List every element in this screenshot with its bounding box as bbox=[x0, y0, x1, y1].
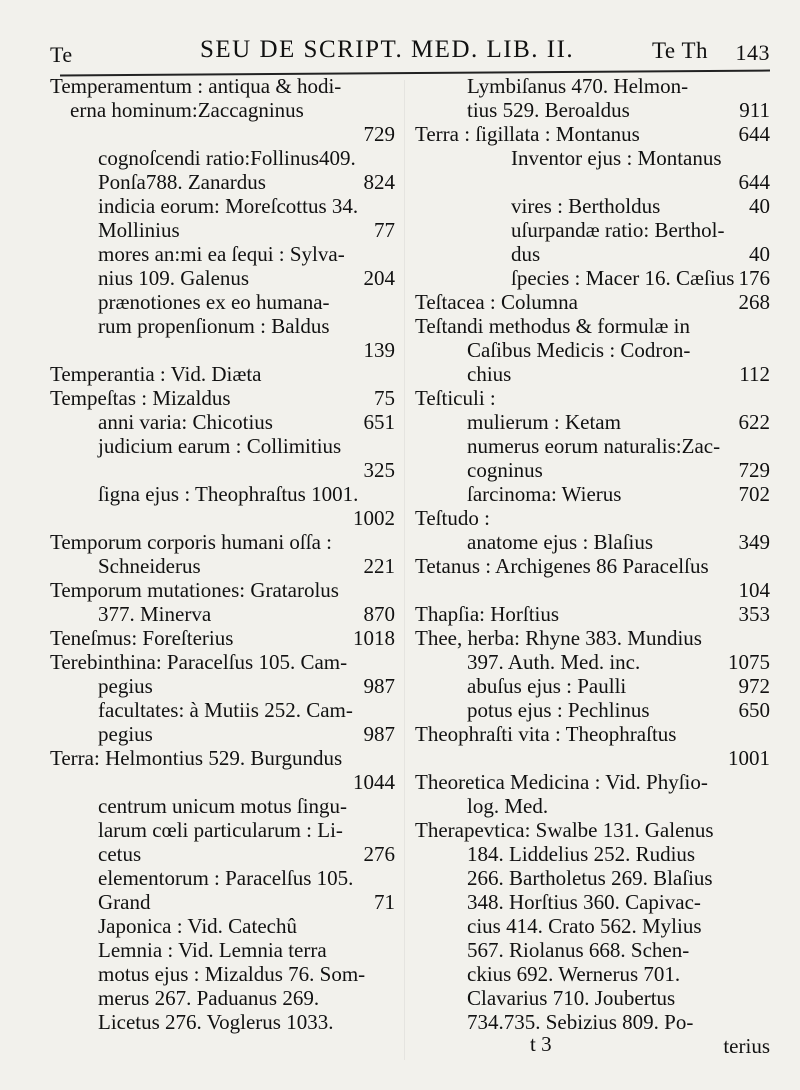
index-entry-page-ref: 987 bbox=[363, 674, 395, 698]
index-entry bbox=[415, 650, 770, 674]
index-entry-text: facultates: à Mutiis 252. Cam- bbox=[98, 698, 353, 722]
index-entry-text: elementorum : Paracelſus 105. bbox=[98, 866, 354, 890]
index-entry bbox=[415, 458, 770, 482]
index-entry-text: Lemnia : Vid. Lemnia terra bbox=[98, 938, 327, 962]
index-entry bbox=[415, 386, 770, 410]
index-entry-page-ref: 911 bbox=[739, 98, 770, 122]
index-entry-text: Grand bbox=[98, 890, 151, 914]
index-entry bbox=[50, 194, 395, 218]
index-entry-page-ref: 221 bbox=[363, 554, 395, 578]
index-entry-text: ſigna ejus : Theophraſtus 1001. bbox=[98, 482, 359, 506]
index-entry-text: indicia eorum: Moreſcottus 34. bbox=[98, 194, 359, 218]
index-entry-page-ref: terius bbox=[723, 1034, 770, 1058]
index-entry bbox=[415, 434, 770, 458]
index-entry-text: 348. Horſtius 360. Capivac- bbox=[467, 890, 701, 914]
index-entry bbox=[415, 890, 770, 914]
index-entry bbox=[50, 626, 395, 650]
index-entry bbox=[415, 818, 770, 842]
index-entry bbox=[415, 578, 770, 602]
index-entry-page-ref: 729 bbox=[738, 458, 770, 482]
index-entry bbox=[415, 146, 770, 170]
index-entry bbox=[50, 314, 395, 338]
index-entry-text: Caſibus Medicis : Codron- bbox=[467, 338, 691, 362]
index-entry-text: cognoſcendi ratio:Follinus409. bbox=[98, 146, 356, 170]
index-entry-page-ref: 987 bbox=[363, 722, 395, 746]
index-entry bbox=[415, 914, 770, 938]
index-entry bbox=[50, 986, 395, 1010]
index-entry-text: chius bbox=[467, 362, 512, 386]
index-entry-text: ſarcinoma: Wierus bbox=[467, 482, 622, 506]
index-entry bbox=[50, 746, 395, 770]
index-entry-text: Terebinthina: Paracelſus 105. Cam- bbox=[50, 650, 348, 674]
index-entry-page-ref: 71 bbox=[374, 890, 395, 914]
index-entry bbox=[50, 698, 395, 722]
index-entry-text: cius 414. Crato 562. Mylius bbox=[467, 914, 702, 938]
index-entry-text: Teſtandi methodus & formulæ in bbox=[415, 314, 690, 338]
index-entry-text: Temperantia : Vid. Diæta bbox=[50, 362, 262, 386]
index-entry bbox=[50, 146, 395, 170]
index-entry-text: erna hominum:Zaccagninus bbox=[70, 98, 304, 122]
header-title: SEU DE SCRIPT. MED. LIB. II. bbox=[200, 36, 575, 63]
index-entry-page-ref: 824 bbox=[363, 170, 395, 194]
index-entry bbox=[50, 650, 395, 674]
index-entry-text: Tempeſtas : Mizaldus bbox=[50, 386, 231, 410]
index-entry-page-ref: 1002 bbox=[353, 506, 395, 530]
index-entry bbox=[415, 674, 770, 698]
index-entry-text: pegius bbox=[98, 674, 153, 698]
index-entry-page-ref: 650 bbox=[738, 698, 770, 722]
index-entry-text: uſurpandæ ratio: Berthol- bbox=[511, 218, 725, 242]
index-entry bbox=[50, 98, 395, 122]
index-entry bbox=[415, 1010, 770, 1034]
index-entry-text: Ponſa788. Zanardus bbox=[98, 170, 266, 194]
index-entry-text: dus bbox=[511, 242, 541, 266]
column-gutter bbox=[404, 80, 405, 1060]
index-entry bbox=[50, 890, 395, 914]
index-entry-text: mores an:mi ea ſequi : Sylva- bbox=[98, 242, 345, 266]
index-entry-text: Teſtudo : bbox=[415, 506, 490, 530]
index-entry bbox=[415, 362, 770, 386]
index-entry bbox=[50, 1010, 395, 1034]
index-entry-page-ref: 139 bbox=[363, 338, 395, 362]
index-entry-text: vires : Bertholdus bbox=[511, 194, 661, 218]
index-entry-text: potus ejus : Pechlinus bbox=[467, 698, 650, 722]
index-entry bbox=[415, 242, 770, 266]
index-entry-text: Temperamentum : antiqua & hodi- bbox=[50, 74, 342, 98]
index-entry bbox=[415, 314, 770, 338]
index-entry bbox=[415, 986, 770, 1010]
index-entry-page-ref: 40 bbox=[749, 242, 770, 266]
index-entry bbox=[50, 242, 395, 266]
signature-mark: t 3 bbox=[530, 1032, 552, 1056]
index-entry bbox=[415, 554, 770, 578]
index-entry-text: merus 267. Paduanus 269. bbox=[98, 986, 320, 1010]
index-entry bbox=[50, 290, 395, 314]
index-entry-text: Mollinius bbox=[98, 218, 180, 242]
index-entry-page-ref: 702 bbox=[738, 482, 770, 506]
header-left-running-title: Te bbox=[50, 42, 73, 67]
index-entry-text: Clavarius 710. Joubertus bbox=[467, 986, 676, 1010]
index-entry-page-ref: 651 bbox=[363, 410, 395, 434]
index-entry bbox=[415, 602, 770, 626]
index-entry bbox=[50, 482, 395, 506]
index-entry bbox=[415, 842, 770, 866]
index-entry bbox=[415, 626, 770, 650]
index-entry-text: Theoretica Medicina : Vid. Phyſio- bbox=[415, 770, 708, 794]
index-entry-page-ref: 729 bbox=[363, 122, 395, 146]
index-entry-text: Teneſmus: Foreſterius bbox=[50, 626, 234, 650]
index-entry-text: numerus eorum naturalis:Zac- bbox=[467, 434, 721, 458]
index-entry bbox=[415, 194, 770, 218]
index-entry-text: Temporum corporis humani oſſa : bbox=[50, 530, 332, 554]
index-entry bbox=[50, 962, 395, 986]
index-entry-text: Schneiderus bbox=[98, 554, 201, 578]
index-entry-text: Tetanus : Archigenes 86 Paracelſus bbox=[415, 554, 709, 578]
index-entry-page-ref: 870 bbox=[363, 602, 395, 626]
index-entry bbox=[50, 794, 395, 818]
index-entry bbox=[50, 674, 395, 698]
index-entry-text: Terra : ſigillata : Montanus bbox=[415, 122, 640, 146]
index-entry-text: 184. Liddelius 252. Rudius bbox=[467, 842, 696, 866]
index-entry bbox=[415, 170, 770, 194]
index-entry-text: Teſtacea : Columna bbox=[415, 290, 578, 314]
index-entry-text: larum cœli particularum : Li- bbox=[98, 818, 343, 842]
index-entry-text: 266. Bartholetus 269. Blaſius bbox=[467, 866, 713, 890]
index-entry bbox=[415, 1034, 770, 1058]
index-entry-page-ref: 77 bbox=[374, 218, 395, 242]
index-entry bbox=[50, 866, 395, 890]
index-entry-page-ref: 112 bbox=[739, 362, 770, 386]
index-entry bbox=[50, 938, 395, 962]
index-entry-text: 397. Auth. Med. inc. bbox=[467, 650, 641, 674]
index-entry-text: mulierum : Ketam bbox=[467, 410, 621, 434]
index-entry bbox=[50, 602, 395, 626]
index-entry-page-ref: 176 bbox=[738, 266, 770, 290]
index-entry bbox=[50, 722, 395, 746]
index-entry-page-ref: 644 bbox=[738, 122, 770, 146]
index-entry bbox=[50, 434, 395, 458]
index-entry-page-ref: 276 bbox=[363, 842, 395, 866]
index-entry bbox=[415, 794, 770, 818]
index-entry bbox=[415, 74, 770, 98]
index-entry bbox=[50, 818, 395, 842]
index-entry-page-ref: 1001 bbox=[728, 746, 770, 770]
index-entry-page-ref: 349 bbox=[738, 530, 770, 554]
index-entry bbox=[415, 338, 770, 362]
index-entry-text: motus ejus : Mizaldus 76. Som- bbox=[98, 962, 366, 986]
index-entry-page-ref: 75 bbox=[374, 386, 395, 410]
index-entry-page-ref: 1044 bbox=[353, 770, 395, 794]
index-entry bbox=[50, 506, 395, 530]
index-entry-text: Terra: Helmontius 529. Burgundus bbox=[50, 746, 343, 770]
index-entry-text: Japonica : Vid. Catechû bbox=[98, 914, 297, 938]
index-entry-text: Therapevtica: Swalbe 131. Galenus bbox=[415, 818, 714, 842]
index-entry-text: Thee, herba: Rhyne 383. Mundius bbox=[415, 626, 702, 650]
index-entry bbox=[50, 74, 395, 98]
index-entry-page-ref: 1075 bbox=[728, 650, 770, 674]
index-entry-page-ref: 104 bbox=[738, 578, 770, 602]
index-entry-text: anni varia: Chicotius bbox=[98, 410, 273, 434]
index-entry bbox=[50, 842, 395, 866]
index-entry-text: tius 529. Beroaldus bbox=[467, 98, 630, 122]
index-entry-text: ſpecies : Macer 16. Cæſius bbox=[511, 266, 735, 290]
index-entry bbox=[415, 962, 770, 986]
index-entry bbox=[50, 410, 395, 434]
index-entry-text: cetus bbox=[98, 842, 142, 866]
index-entry-text: log. Med. bbox=[467, 794, 549, 818]
index-entry-text: rum propenſionum : Baldus bbox=[98, 314, 330, 338]
index-entry bbox=[415, 266, 770, 290]
index-entry bbox=[415, 866, 770, 890]
index-entry-page-ref: 40 bbox=[749, 194, 770, 218]
index-entry-text: Lymbiſanus 470. Helmon- bbox=[467, 74, 689, 98]
index-entry-text: centrum unicum motus ſingu- bbox=[98, 794, 348, 818]
index-entry-text: abuſus ejus : Paulli bbox=[467, 674, 627, 698]
index-entry-text: cogninus bbox=[467, 458, 543, 482]
index-entry-text: judicium earum : Collimitius bbox=[98, 434, 342, 458]
index-entry bbox=[415, 530, 770, 554]
index-entry-page-ref: 644 bbox=[738, 170, 770, 194]
header-right-running-title: Te Th bbox=[651, 38, 708, 63]
index-entry-text: Licetus 276. Voglerus 1033. bbox=[98, 1010, 334, 1034]
index-entry bbox=[415, 482, 770, 506]
index-entry-text: Inventor ejus : Montanus bbox=[511, 146, 722, 170]
index-entry bbox=[415, 98, 770, 122]
index-entry bbox=[415, 506, 770, 530]
index-entry bbox=[415, 938, 770, 962]
index-entry-page-ref: 325 bbox=[363, 458, 395, 482]
index-entry bbox=[50, 578, 395, 602]
index-entry bbox=[50, 266, 395, 290]
index-column-left bbox=[50, 74, 395, 1034]
index-column-right bbox=[415, 74, 770, 1058]
index-entry-text: 734.735. Sebizius 809. Po- bbox=[467, 1010, 694, 1034]
index-entry-text: Teſticuli : bbox=[415, 386, 496, 410]
index-entry bbox=[415, 410, 770, 434]
index-entry bbox=[50, 338, 395, 362]
index-entry bbox=[50, 914, 395, 938]
index-entry bbox=[50, 530, 395, 554]
index-entry-text: prænotiones ex eo humana- bbox=[98, 290, 330, 314]
index-entry bbox=[50, 458, 395, 482]
index-entry-page-ref: 268 bbox=[738, 290, 770, 314]
index-entry bbox=[50, 122, 395, 146]
index-entry-text: 377. Minerva bbox=[98, 602, 212, 626]
index-entry-page-ref: 972 bbox=[738, 674, 770, 698]
index-entry-text: Thapſia: Horſtius bbox=[415, 602, 560, 626]
index-entry bbox=[50, 362, 395, 386]
index-entry bbox=[50, 770, 395, 794]
running-header bbox=[50, 34, 770, 68]
index-entry-text: Temporum mutationes: Gratarolus bbox=[50, 578, 339, 602]
index-entry bbox=[50, 554, 395, 578]
index-entry bbox=[415, 746, 770, 770]
index-entry bbox=[50, 170, 395, 194]
index-entry-text: Theophraſti vita : Theophraſtus bbox=[415, 722, 677, 746]
index-entry bbox=[415, 290, 770, 314]
index-entry bbox=[415, 770, 770, 794]
index-entry bbox=[415, 698, 770, 722]
index-entry bbox=[415, 722, 770, 746]
index-entry-text: anatome ejus : Blaſius bbox=[467, 530, 654, 554]
index-entry-page-ref: 204 bbox=[363, 266, 395, 290]
index-entry-text: nius 109. Galenus bbox=[98, 266, 250, 290]
index-entry bbox=[50, 218, 395, 242]
index-entry bbox=[415, 122, 770, 146]
index-entry-page-ref: 353 bbox=[738, 602, 770, 626]
index-entry-page-ref: 1018 bbox=[353, 626, 395, 650]
page-number: 143 bbox=[735, 40, 770, 65]
index-entry bbox=[415, 218, 770, 242]
index-entry-text: 567. Riolanus 668. Schen- bbox=[467, 938, 690, 962]
index-entry-text: pegius bbox=[98, 722, 153, 746]
index-entry-page-ref: 622 bbox=[738, 410, 770, 434]
index-entry bbox=[50, 386, 395, 410]
index-entry-text: ckius 692. Wernerus 701. bbox=[467, 962, 681, 986]
